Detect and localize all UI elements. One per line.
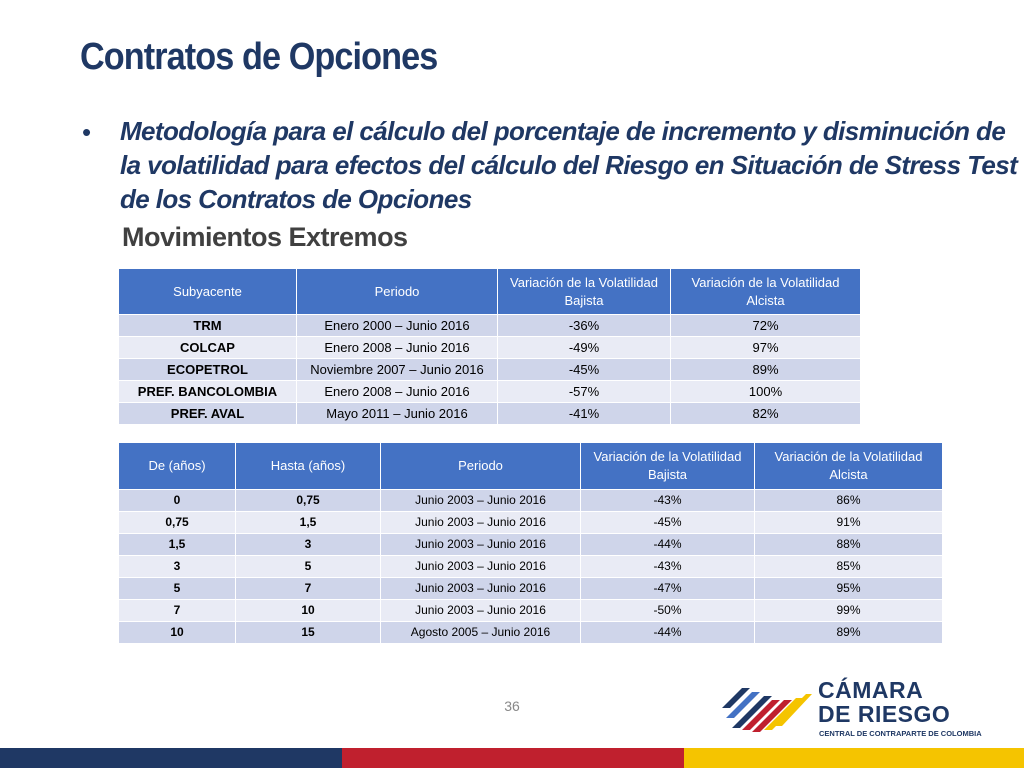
table-row bbox=[119, 512, 943, 534]
table-cell: -41% bbox=[498, 403, 671, 425]
table-cell: 1,5 bbox=[236, 512, 381, 534]
table-row bbox=[119, 578, 943, 600]
table-cell: -44% bbox=[581, 622, 755, 644]
table-cell: 82% bbox=[671, 403, 861, 425]
table-cell: 86% bbox=[755, 490, 943, 512]
table-cell: 0,75 bbox=[236, 490, 381, 512]
table-cell: Enero 2008 – Junio 2016 bbox=[297, 337, 498, 359]
table-cell: 10 bbox=[236, 600, 381, 622]
table-cell: Noviembre 2007 – Junio 2016 bbox=[297, 359, 498, 381]
table-cell: 5 bbox=[236, 556, 381, 578]
table-cell: 72% bbox=[671, 315, 861, 337]
table-cell: 0,75 bbox=[119, 512, 236, 534]
table-row bbox=[119, 403, 861, 425]
table-cell: Enero 2008 – Junio 2016 bbox=[297, 381, 498, 403]
table-cell: Junio 2003 – Junio 2016 bbox=[381, 512, 581, 534]
table-cell: -57% bbox=[498, 381, 671, 403]
table-cell: Agosto 2005 – Junio 2016 bbox=[381, 622, 581, 644]
table-cell: Junio 2003 – Junio 2016 bbox=[381, 556, 581, 578]
table-row bbox=[119, 359, 861, 381]
table-cell: 97% bbox=[671, 337, 861, 359]
table-cell: PREF. AVAL bbox=[119, 403, 297, 425]
table-header-row bbox=[119, 269, 861, 315]
header-cell: Variación de la Volatilidad Bajista bbox=[581, 443, 755, 490]
table-cell: 3 bbox=[119, 556, 236, 578]
header-cell: Periodo bbox=[297, 269, 498, 315]
table-cell: -45% bbox=[581, 512, 755, 534]
table-cell: 10 bbox=[119, 622, 236, 644]
slide-title: Contratos de Opciones bbox=[80, 36, 438, 78]
table-cell: 89% bbox=[671, 359, 861, 381]
table-cell: 0 bbox=[119, 490, 236, 512]
bullet-text: Metodología para el cálculo del porcentaje de incremento y disminución de la volatilidad para efectos del cálculo del Riesgo en Situación de Stress Test de los Contratos de Opciones bbox=[120, 116, 1018, 214]
maturity-volatility-table bbox=[118, 442, 943, 644]
section-subtitle: Movimientos Extremos bbox=[122, 222, 408, 252]
table-row bbox=[119, 315, 861, 337]
underlying-volatility-table bbox=[118, 268, 861, 425]
table-cell: Junio 2003 – Junio 2016 bbox=[381, 578, 581, 600]
table-cell: 7 bbox=[119, 600, 236, 622]
logo-text-line2: DE RIESGO bbox=[818, 701, 951, 727]
header-cell: Periodo bbox=[381, 443, 581, 490]
table-row bbox=[119, 490, 943, 512]
table-cell: TRM bbox=[119, 315, 297, 337]
table-cell: -49% bbox=[498, 337, 671, 359]
logo-tagline: CENTRAL DE CONTRAPARTE DE COLOMBIA bbox=[819, 729, 982, 738]
header-cell: Variación de la Volatilidad Bajista bbox=[498, 269, 671, 315]
table-cell: 99% bbox=[755, 600, 943, 622]
table-cell: -45% bbox=[498, 359, 671, 381]
table-row bbox=[119, 556, 943, 578]
footer-bar-navy bbox=[0, 748, 342, 768]
table-cell: 5 bbox=[119, 578, 236, 600]
header-cell: Subyacente bbox=[119, 269, 297, 315]
logo-text-line1: CÁMARA bbox=[818, 677, 924, 703]
table-cell: COLCAP bbox=[119, 337, 297, 359]
table-row bbox=[119, 600, 943, 622]
table-cell: -43% bbox=[581, 556, 755, 578]
table-cell: 91% bbox=[755, 512, 943, 534]
table-cell: -44% bbox=[581, 534, 755, 556]
table-cell: -47% bbox=[581, 578, 755, 600]
table-cell: Junio 2003 – Junio 2016 bbox=[381, 600, 581, 622]
table-cell: ECOPETROL bbox=[119, 359, 297, 381]
logo-stripes-icon bbox=[722, 674, 812, 736]
table-cell: -36% bbox=[498, 315, 671, 337]
table-cell: 88% bbox=[755, 534, 943, 556]
table-cell: 85% bbox=[755, 556, 943, 578]
table-cell: -50% bbox=[581, 600, 755, 622]
table-row bbox=[119, 337, 861, 359]
header-cell: Variación de la Volatilidad Alcista bbox=[671, 269, 861, 315]
table-cell: 3 bbox=[236, 534, 381, 556]
table-cell: 15 bbox=[236, 622, 381, 644]
footer-bar-red bbox=[342, 748, 684, 768]
table-cell: -43% bbox=[581, 490, 755, 512]
table-cell: Junio 2003 – Junio 2016 bbox=[381, 490, 581, 512]
table-row bbox=[119, 381, 861, 403]
header-cell: Hasta (años) bbox=[236, 443, 381, 490]
table-cell: PREF. BANCOLOMBIA bbox=[119, 381, 297, 403]
table-header-row bbox=[119, 443, 943, 490]
table-row bbox=[119, 622, 943, 644]
table-cell: 89% bbox=[755, 622, 943, 644]
header-cell: De (años) bbox=[119, 443, 236, 490]
bullet-marker: • bbox=[82, 117, 92, 147]
table-cell: 95% bbox=[755, 578, 943, 600]
footer-bar-yellow bbox=[684, 748, 1024, 768]
table-cell: 7 bbox=[236, 578, 381, 600]
header-cell: Variación de la Volatilidad Alcista bbox=[755, 443, 943, 490]
page-number: 36 bbox=[504, 698, 520, 714]
table-cell: Enero 2000 – Junio 2016 bbox=[297, 315, 498, 337]
table-cell: Junio 2003 – Junio 2016 bbox=[381, 534, 581, 556]
table-cell: Mayo 2011 – Junio 2016 bbox=[297, 403, 498, 425]
table-row bbox=[119, 534, 943, 556]
table-cell: 1,5 bbox=[119, 534, 236, 556]
table-cell: 100% bbox=[671, 381, 861, 403]
